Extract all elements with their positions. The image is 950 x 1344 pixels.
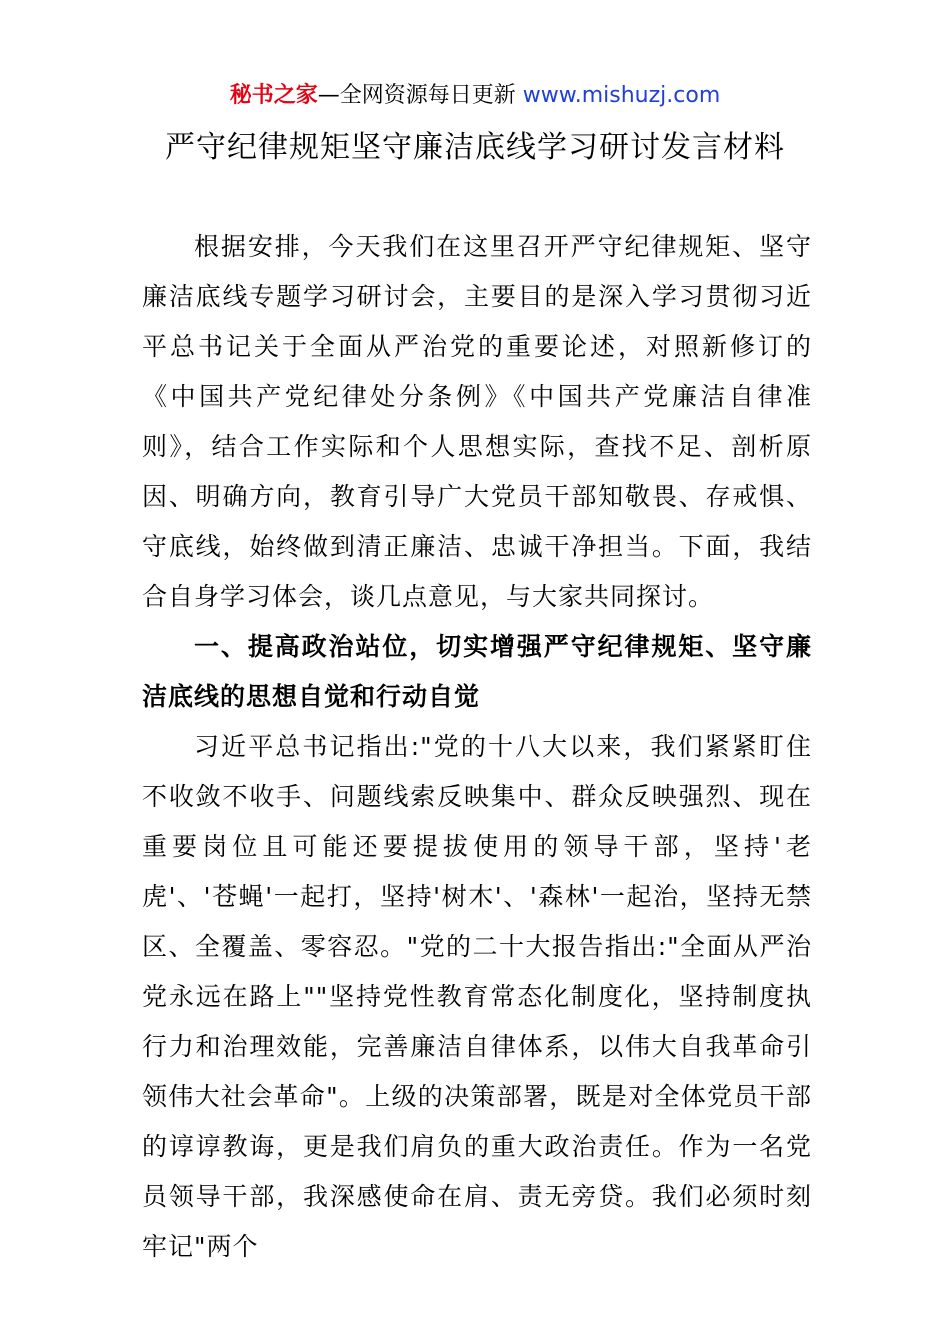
site-url-link[interactable]: www.mishuzj.com: [522, 83, 721, 108]
site-tagline: —全网资源每日更新: [317, 83, 523, 108]
intro-paragraph: 根据安排，今天我们在这里召开严守纪律规矩、坚守廉洁底线专题学习研讨会，主要目的是深入学习贯彻习近平总书记关于全面从严治党的重要论述，对照新修订的《中国共产党纪律处分条例》《中国共产党廉洁自律准则》，结合工作实际和个人思想实际，查找不足、剖析原因、明确方向，教育引导广大党员干部知敬畏、存戒惧、守底线，始终做到清正廉洁、忠诚干净担当。下面，我结合自身学习体会，谈几点意见，与大家共同探讨。: [142, 232, 812, 611]
section-paragraph: 习近平总书记指出:"党的十八大以来，我们紧紧盯住不收敛不收手、问题线索反映集中、群众反映强烈、现在重要岗位且可能还要提拔使用的领导干部，坚持'老虎'、'苍蝇'一起打，坚持'树木'、'森林'一起治，坚持无禁区、全覆盖、零容忍。"党的二十大报告指出:"全面从严治党永远在路上""坚持党性教育常态化制度化，坚持制度执行力和治理效能，完善廉洁自律体系，以伟大自我革命引领伟大社会革命"。上级的决策部署，既是对全体党员干部的谆谆教诲，更是我们肩负的重大政治责任。作为一名党员领导干部，我深感使命在肩、责无旁贷。我们必须时刻牢记"两个: [142, 732, 812, 1261]
document-body: [142, 222, 812, 1272]
document-title: 严守纪律规矩坚守廉洁底线学习研讨发言材料: [165, 130, 785, 165]
site-header: [0, 80, 950, 112]
site-brand: 秘书之家: [229, 83, 318, 108]
section-heading: 一、提高政治站位，切实增强严守纪律规矩、坚守廉洁底线的思想自觉和行动自觉: [142, 632, 812, 711]
